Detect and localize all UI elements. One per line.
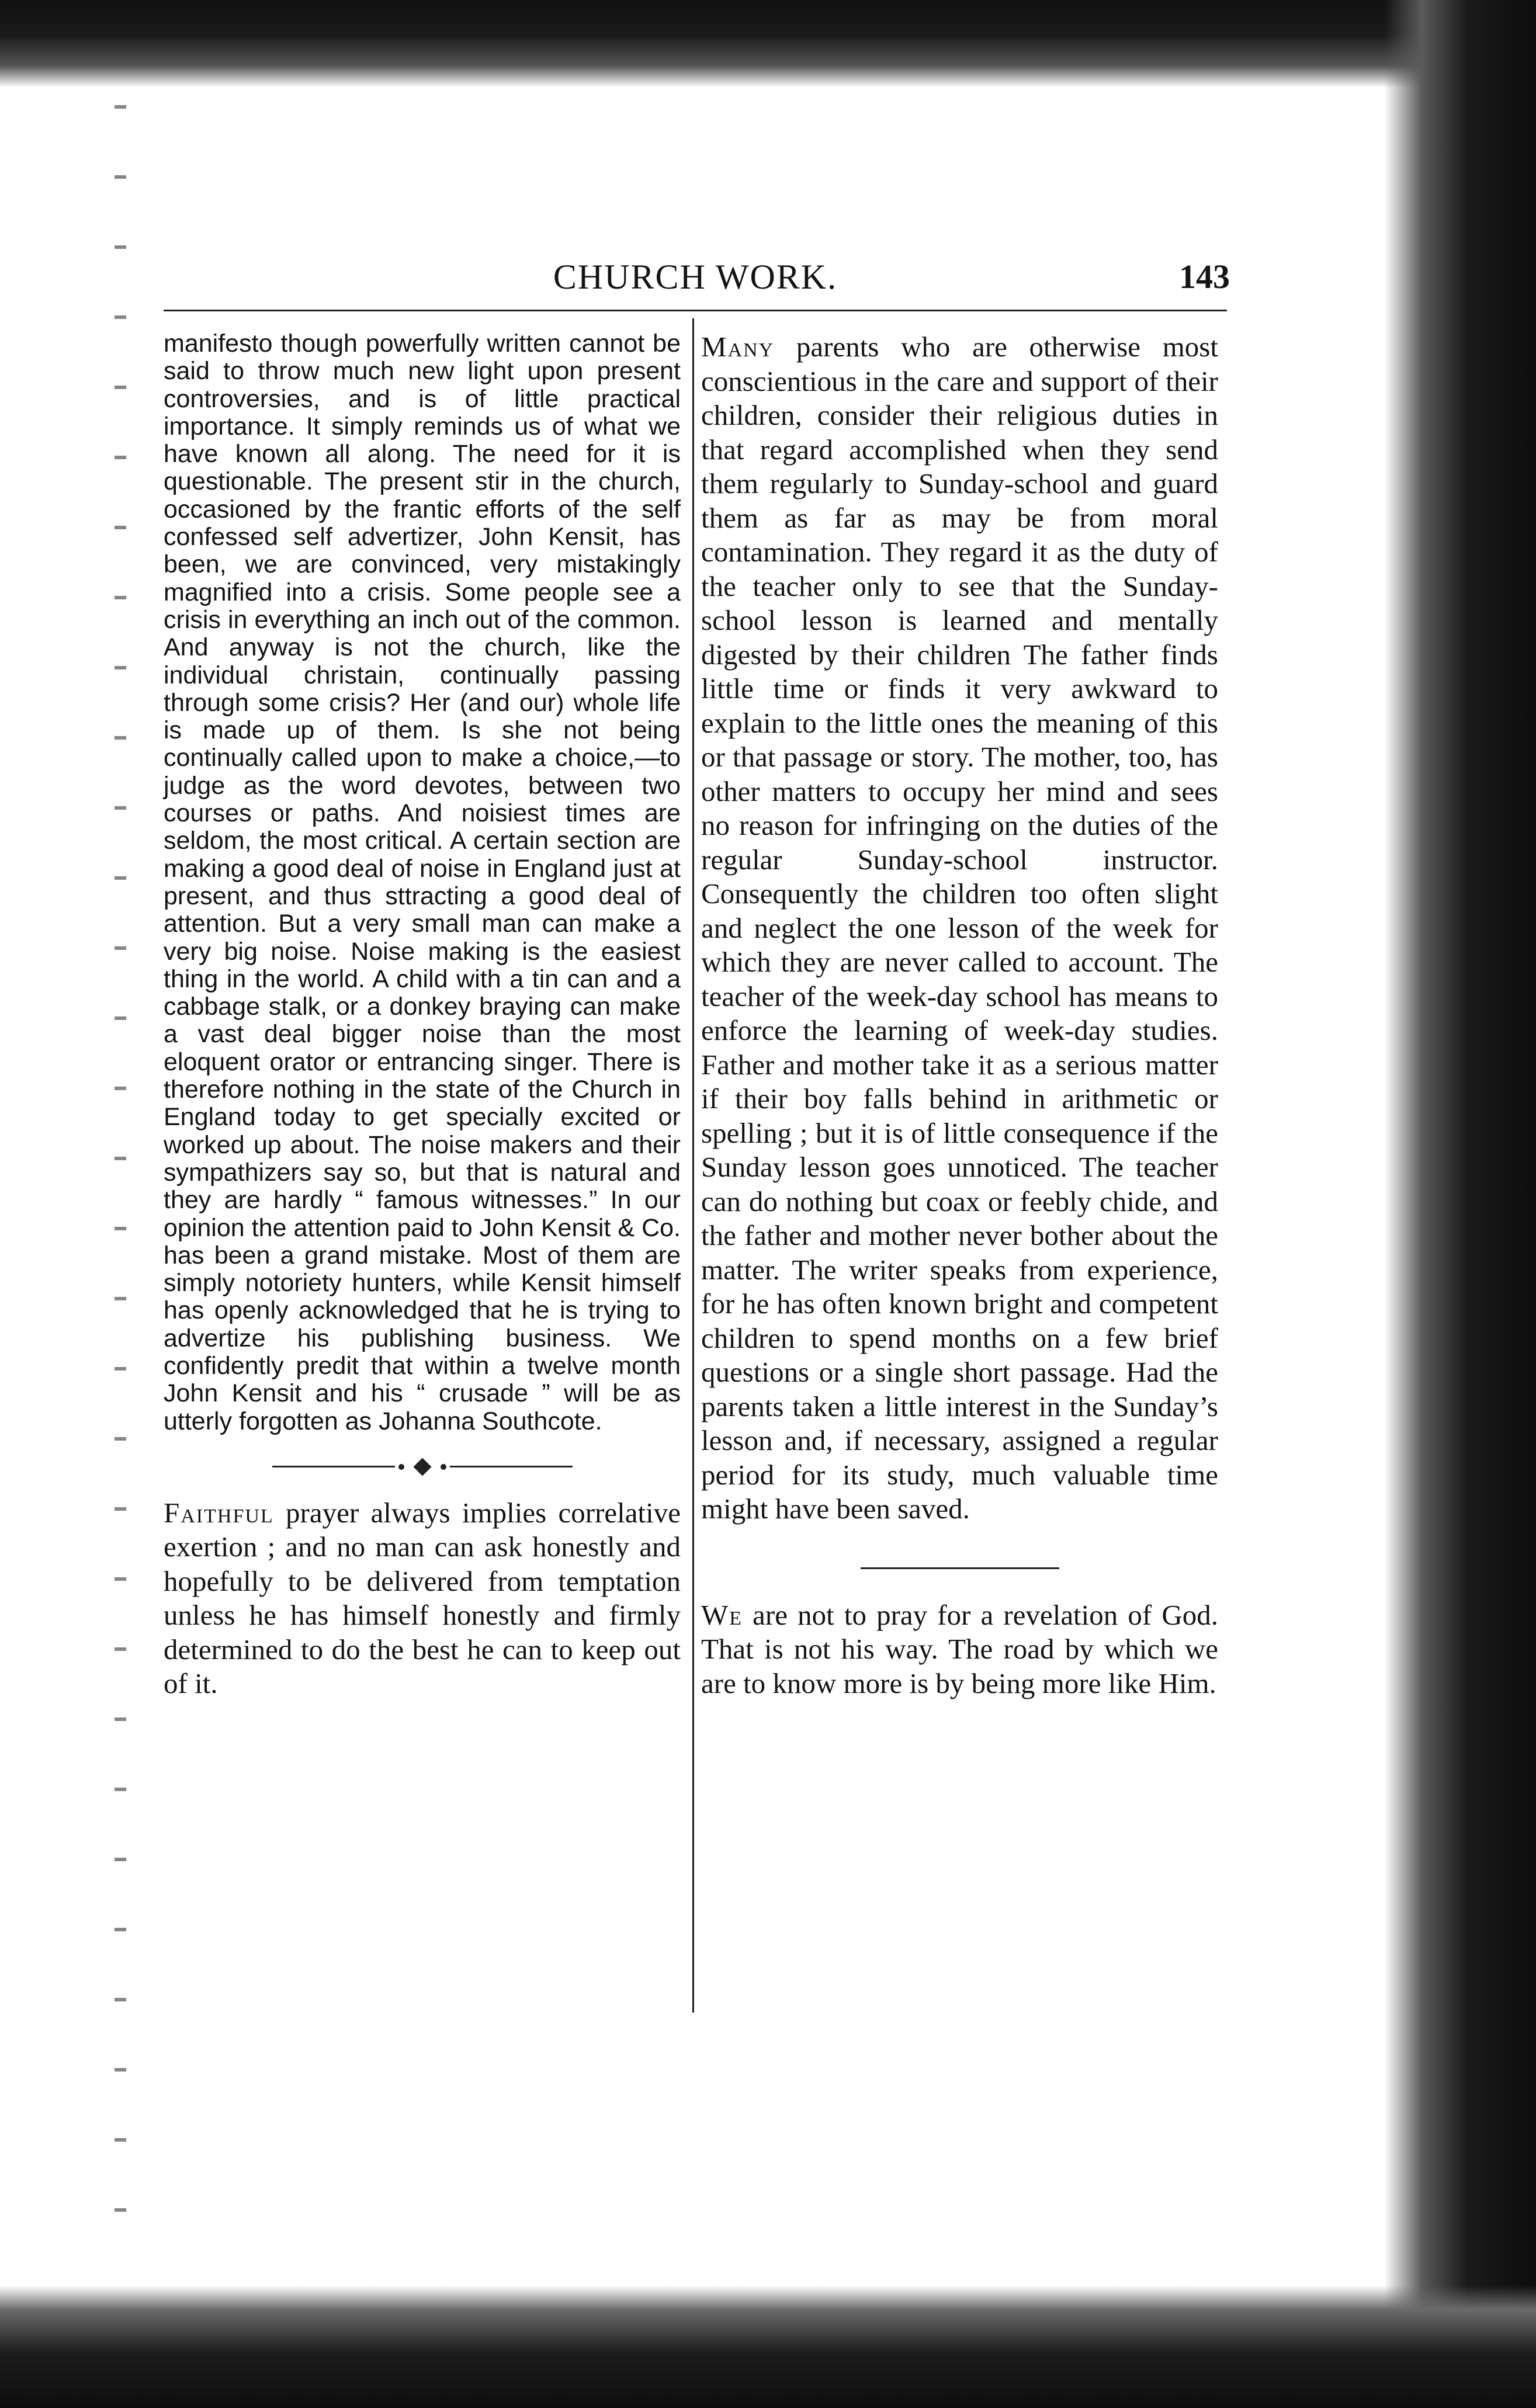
article-revelation-lead: We: [701, 1598, 743, 1631]
article-revelation-text: [701, 1598, 1218, 1701]
section-rule: [861, 1567, 1059, 1569]
spacer: [164, 1435, 681, 1449]
article-revelation-body: are not to pray for a revelation of God. That is not his way. The road by which we are to know more is by being more like Him.: [701, 1598, 1218, 1699]
left-column: [164, 330, 681, 1701]
article-sunday-school-body: parents who are otherwise most conscientious in the care and support of their children, consider their religious duties in that regard accomplished when they send them regularly to Sunday-school and guard them as far as may be from moral contamination. They regard it as the duty of the teacher only to see that the Sunday-school lesson is learned and mentally digested by their children The father finds little time or finds it very awkward to explain to the little ones the meaning of this or that passage or story. The mother, too, has other matters to occupy her mind and sees no reason for infringing on the duties of the regular Sunday-school instructor. Consequently the children too often slight and neglect the one lesson of the week for which they are never called to account. The teacher of the week-day school has means to enforce the learning of week-day studies. Father and mother take it as a serious matter if their boy falls behind in arithmetic or spelling ; but it is of little consequence if the Sunday lesson goes unnoticed. The teacher can do nothing but coax or feebly chide, and the father and mother never bother about the matter. The writer speaks from experience, for he has often known bright and competent children to spend months on a few brief questions or a single short passage. Had the parents taken a little interest in the Sunday’s lesson and, if necessary, assigned a regular period for its study, much valuable time might have been saved.: [701, 331, 1218, 1525]
ornament-dot: [398, 1464, 404, 1470]
ornament-line: [272, 1466, 395, 1467]
ornament-dot: [441, 1464, 446, 1470]
article-prayer-lead: Faithful: [164, 1496, 274, 1529]
running-title: CHURCH WORK.: [553, 258, 838, 296]
section-ornament: [164, 1449, 681, 1484]
page-number: 143: [1179, 258, 1230, 296]
scan-left-specks: [115, 105, 126, 2267]
article-sunday-school-text: [701, 330, 1218, 1526]
article-sunday-school-lead: Many: [701, 331, 775, 363]
scan-bottom-edge: [0, 2285, 1536, 2408]
ornament-diamond: [413, 1458, 431, 1476]
article-prayer-body: prayer always implies correlative exertion ; and no man can ask honestly and hopefully to be delivered from temptation unless he has himself honestly and firmly determined to do the best he can to keep out of it.: [164, 1496, 681, 1700]
scan-right-edge: [1384, 0, 1536, 2408]
column-divider: [692, 318, 694, 2013]
ornament-line: [450, 1466, 573, 1467]
article-kensit-text: manifesto though powerfully written cannot be said to throw much new light upon present controversies, and is of little practical importance. It simply reminds us of what we have known all along. The need for it is questionable. The present stir in the church, occasioned by the frantic efforts of the self confessed self advertizer, John Kensit, has been, we are convinced, very mistakingly magnified into a crisis. Some people see a crisis in everything an inch out of the common. And anyway is not the church, like the individual christain, continually passing through some crisis? Her (and our) whole life is made up of them. Is she not being continually called upon to make a choice,—to judge as the word devotes, between two courses or paths. And noisiest times are seldom, the most critical. A certain section are making a good deal of noise in England just at present, and thus sttracting a good deal of attention. But a very small man can make a very big noise. Noise making is the easiest thing in the world. A child with a tin can and a cabbage stalk, or a donkey braying can make a vast deal bigger noise than the most eloquent orator or entrancing singer. There is therefore nothing in the state of the Church in England today to get specially excited or worked up about. The noise makers and their sympathizers say so, but that is natural and they are hardly “ famous witnesses.” In our opinion the attention paid to John Kensit & Co. has been a grand mistake. Most of them are simply notoriety hunters, while Kensit himself has openly acknowledged that he is trying to advertize his publishing business. We confidently predit that within a twelve month John Kensit and his “ crusade ” will be as utterly forgotten as Johanna Southcote.: [164, 329, 681, 1435]
header-rule: [164, 310, 1227, 311]
page-header: [161, 257, 1230, 304]
right-column: [701, 330, 1218, 1701]
article-prayer-text: [164, 1496, 681, 1701]
scan-top-edge: [0, 0, 1536, 88]
